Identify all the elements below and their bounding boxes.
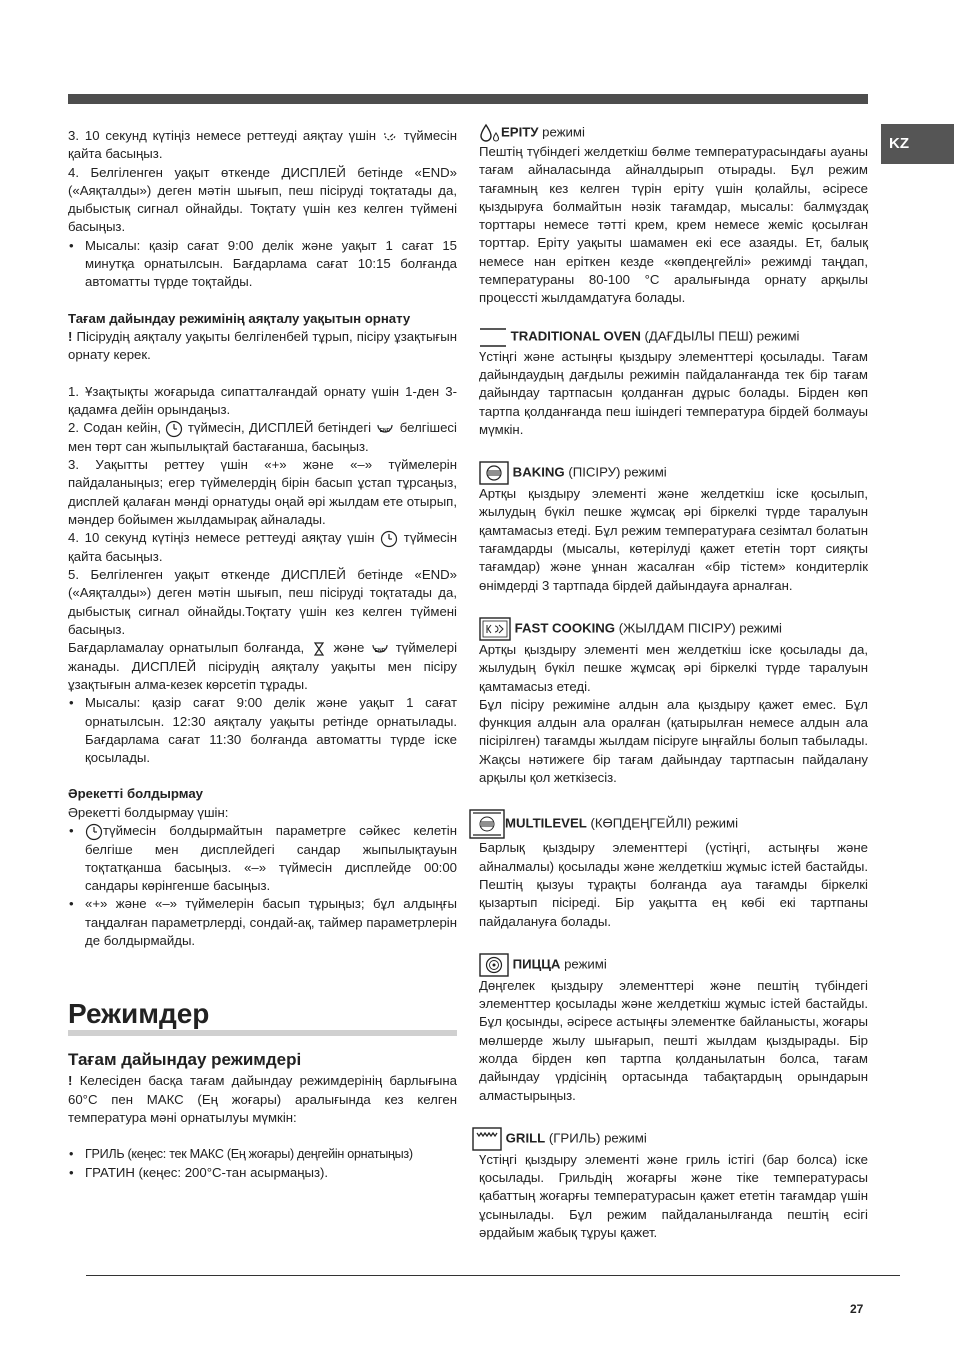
- right-column: [479, 123, 868, 1242]
- end-time-note: ! Пісірудің аяқталу уақыты белгіленбей тұрып, пісіру ұзақтығын орнату керек.: [68, 328, 457, 363]
- end-step-4: 4. 10 секунд күтіңіз немесе реттеуді аяқтау үшін түймесін қайта басыңыз.: [68, 530, 457, 564]
- end-step-3: 3. Уақытты реттеу үшін «+» және «–» түймелерін пайдаланыңыз; егер түймелердің бірін басып ұстап тұрсаңыз, дисплей қалаған мәнді орнатуды оңай әрі жылдам ете отырып, мәндер бойымен жылдамырақ айналады.: [68, 456, 457, 527]
- multilevel-text: Барлық қыздыру элементтері (үстіңгі, астыңғы және айналмалы) қосылады және желдеткіш жұмыс істей бастайды. Пештің қызуы тұрақты болғанда ауа тағамды біркелкі қызартып пісіреді. Бір уақытта ең көбі екі тартпаны пайдалануға болады.: [479, 840, 868, 929]
- traditional-oven-icon: [479, 326, 507, 348]
- end-time-heading: Тағам дайындау режимінің аяқталу уақытын орнату: [68, 310, 411, 326]
- pizza-heading: ПИЦЦА режимі: [479, 953, 868, 977]
- defrost-text: Пештің түбіндегі желдеткіш бөлме температурасындағы ауаны тағам айналасында айналдырып отырады. Бұл режим тағамның кез келген түрін еріту үшін қолайлы, әсіресе қыздыруға болмайтын нәзік тағамдар, мысалы: балмұздақ торттары немесе тәтті крем, крем немесе жеміс қосылған торттар. Еріту уақыты шамамен екі есе азаяды. Ет, балық немесе нан еріткен кезде «көпдеңгейлі» режимді таңдап, температураны 80-100 °C аралығында орнату арқылы процессті жылдамдатуға болады.: [479, 144, 868, 306]
- sub-title: Тағам дайындау режимдері: [68, 1050, 302, 1070]
- cancel-bullet-1: • түймесін болдырмайтын параметрге сәйкес келетін белгіше мен дисплейдегі сандар жыпылықтауын тоқтатқанша басыңыз. «–» түймесін дисплейде 00:00 сандары көрінгенше басыңыз.: [68, 822, 457, 895]
- defrost-heading: ЕРІТУ режимі: [479, 123, 868, 143]
- bottom-rule: [86, 1275, 900, 1276]
- clock-icon: [380, 530, 398, 548]
- example-bullet-2: • Мысалы: қазір сағат 9:00 делік және уақыт 1 сағат орнатылсын. 12:30 аяқталу уақыты ретінде орнатылады. Бағдарлама сағат 11:30 болғанда автоматты түрде іске қосылады.: [68, 694, 457, 767]
- svg-text:END: END: [380, 427, 391, 434]
- end-step-1: 1. Ұзақтықты жоғарыда сипатталғандай орнату үшін 1-ден 3-қадамға дейін орындаңыз.: [68, 383, 457, 417]
- language-tab: KZ: [881, 124, 954, 164]
- fast-cooking-icon: [479, 617, 511, 641]
- baking-icon: [479, 461, 509, 485]
- cancel-heading: Әрекетті болдырмау: [68, 786, 203, 802]
- cancel-intro: Әрекетті болдырмау үшін:: [68, 804, 229, 820]
- pizza-icon: [479, 953, 509, 977]
- mode-exception-grill: • ГРИЛЬ (кеңес: тек МАКС (Ең жоғары) деңгейін орнатыңыз): [68, 1145, 457, 1163]
- left-column: [68, 127, 457, 1182]
- traditional-heading: TRADITIONAL OVEN (ДАҒДЫЛЫ ПЕШ) режимі: [479, 326, 868, 348]
- warning-mark: !: [68, 1073, 73, 1089]
- fast-cooking-text-2: Бұл пісіру режиміне алдын ала қыздыру қажет емес. Бұл функция алдын ала оралған (қатырылған немесе алдын ала пісірілген) тағамды жылдам пісіруге ыңғайлы болып табылады. Жақсы нәтижеге бір тағам дайындау тартпасын пайдалану арқылы қол жеткізесіз.: [479, 696, 868, 786]
- end-icon: [370, 640, 390, 658]
- svg-text:END: END: [374, 647, 386, 654]
- grill-text: Үстіңгі қыздыру элементі және гриль істігі (бар болса) іске қосылады. Грильдің жоғарғы және тіке температурасы қабаттың жоғарғы температурасын қажет ететін тағамдар үшін ұсынылады. Бұл режим пайдаланылғанда пештің есігі әрдайым жабық тұруы қажет.: [479, 1151, 868, 1241]
- fast-cooking-heading: FAST COOKING (ЖЫЛДАМ ПІСІРУ) режимі: [479, 617, 868, 641]
- traditional-text: Үстіңгі және астыңғы қыздыру элементтері қосылады. Тағам дайындаудың дағдылы режимін пайдаланғанда тек бір тағам дайындау тартпасын қолданған дұрыс болады. Бірден көп тартпа қолданғанда пеш ішіндегі температура бірдей болмауы мүмкін.: [479, 348, 868, 437]
- grill-heading: GRILL (ГРИЛЬ) режимі: [472, 1127, 868, 1151]
- top-bar: [68, 94, 868, 104]
- timer-end-icon: [382, 130, 398, 144]
- end-icon: [375, 420, 395, 438]
- pizza-text: Дөңгелек қыздыру элементтері және пештің түбіндегі элементтер қосылады және желдеткіш жұмыс істей бастайды. Бұл қосынды, әсіресе астыңғы элементке байланысты, жоғары мөлшерде жылу шығарып, пешті жылдам қыздырады. Бір жолда бірден көп тартпа қолданылатын болса, тағам дайындау үрдісінің ортасында табақтардың орындарын алмастырыңыз.: [479, 977, 868, 1103]
- programming-note: Бағдарламалау орнатылып болғанда, және END түймелері жанады. ДИСПЛЕЙ пісірудің аяқталу уақыты мен пісіру ұзақтығын алма-кезек көрсетіп тұрады.: [68, 640, 458, 692]
- example-bullet-1: • Мысалы: қазір сағат 9:00 делік және уақыт 1 сағат 15 минутқа орнатылсын. Бағдарлама сағат 10:15 болғанда автоматты түрде тоқтайды.: [68, 237, 457, 292]
- page-number: 27: [850, 1302, 864, 1316]
- mode-exception-gratin: • ГРАТИН (кеңес: 200°C-тан асырмаңыз).: [68, 1164, 457, 1182]
- multilevel-heading: MULTILEVEL (КӨПДЕҢГЕЙЛІ) режимі: [469, 809, 868, 839]
- warning-mark: !: [68, 328, 73, 344]
- fast-cooking-text-1: Артқы қыздыру элементі мен желдеткіш іске қосылады да, жылудың бүкіл пешке жұмсақ әрі біркелкі түрде таралуын қамтамасыз етеді.: [479, 641, 868, 694]
- defrost-drop-icon: [479, 123, 501, 143]
- clock-icon: [85, 823, 103, 841]
- step-3-paragraph: 3. 10 секунд күтіңіз немесе реттеуді аяқтау үшін түймесін қайта басыңыз.: [68, 128, 457, 162]
- clock-icon: [165, 420, 183, 438]
- grill-icon: [472, 1127, 502, 1151]
- baking-text: Артқы қыздыру элементі және желдеткіш іске қосылып, жылудың бүкіл пешке жұмсақ әрі біркелкі түрде таралуын қамтамасыз етеді. Бұл режим температураға сезімтал болатын тағамдарды (мысалы, көтерілуді қажет ететін торт сияқты тағамдар) және ұннан жасалған «бір тістем» кондитерлік өнімдерді 3 тартпада бірдей дайындауға арналған.: [479, 486, 868, 593]
- baking-heading: BAKING (ПІСІРУ) режимі: [479, 461, 868, 485]
- modes-note: ! Келесіден басқа тағам дайындау режимдерінің барлығына 60°C пен МАКС (Ең жоғары) аралығында кез келген температура мәні орнатылуы мүмкін:: [68, 1073, 457, 1125]
- multilevel-icon: [469, 809, 505, 839]
- end-step-2: 2. Содан кейін, түймесін, ДИСПЛЕЙ бетіндегі END белгішесі мен төрт сан жыпылықтай бастағанша, басыңыз.: [68, 420, 457, 454]
- duration-icon: [310, 640, 328, 658]
- end-step-5: 5. Белгіленген уақыт өткенде ДИСПЛЕЙ бетінде «END» («Аяқталды») деген мәтін шығып, пеш пісіруді тоқтатады да, дыбыстық сигнал ойнайды.Тоқтату үшін кез келген түймені басыңыз.: [68, 566, 457, 637]
- section-title: Режимдер: [68, 998, 457, 1036]
- cancel-bullet-2: • «+» және «–» түймелерін басып тұрыңыз; бұл алдыңғы таңдалған параметрлерді, сондай-ақ, таймер параметрлерін де болдырмайды.: [68, 895, 457, 950]
- step-4-paragraph: 4. Белгіленген уақыт өткенде ДИСПЛЕЙ бетінде «END» («Аяқталды») деген мәтін шығып, пеш пісіруді тоқтатады да, дыбыстық сигнал ойнайды. Тоқтату үшін кез келген түймені басыңыз.: [68, 164, 457, 235]
